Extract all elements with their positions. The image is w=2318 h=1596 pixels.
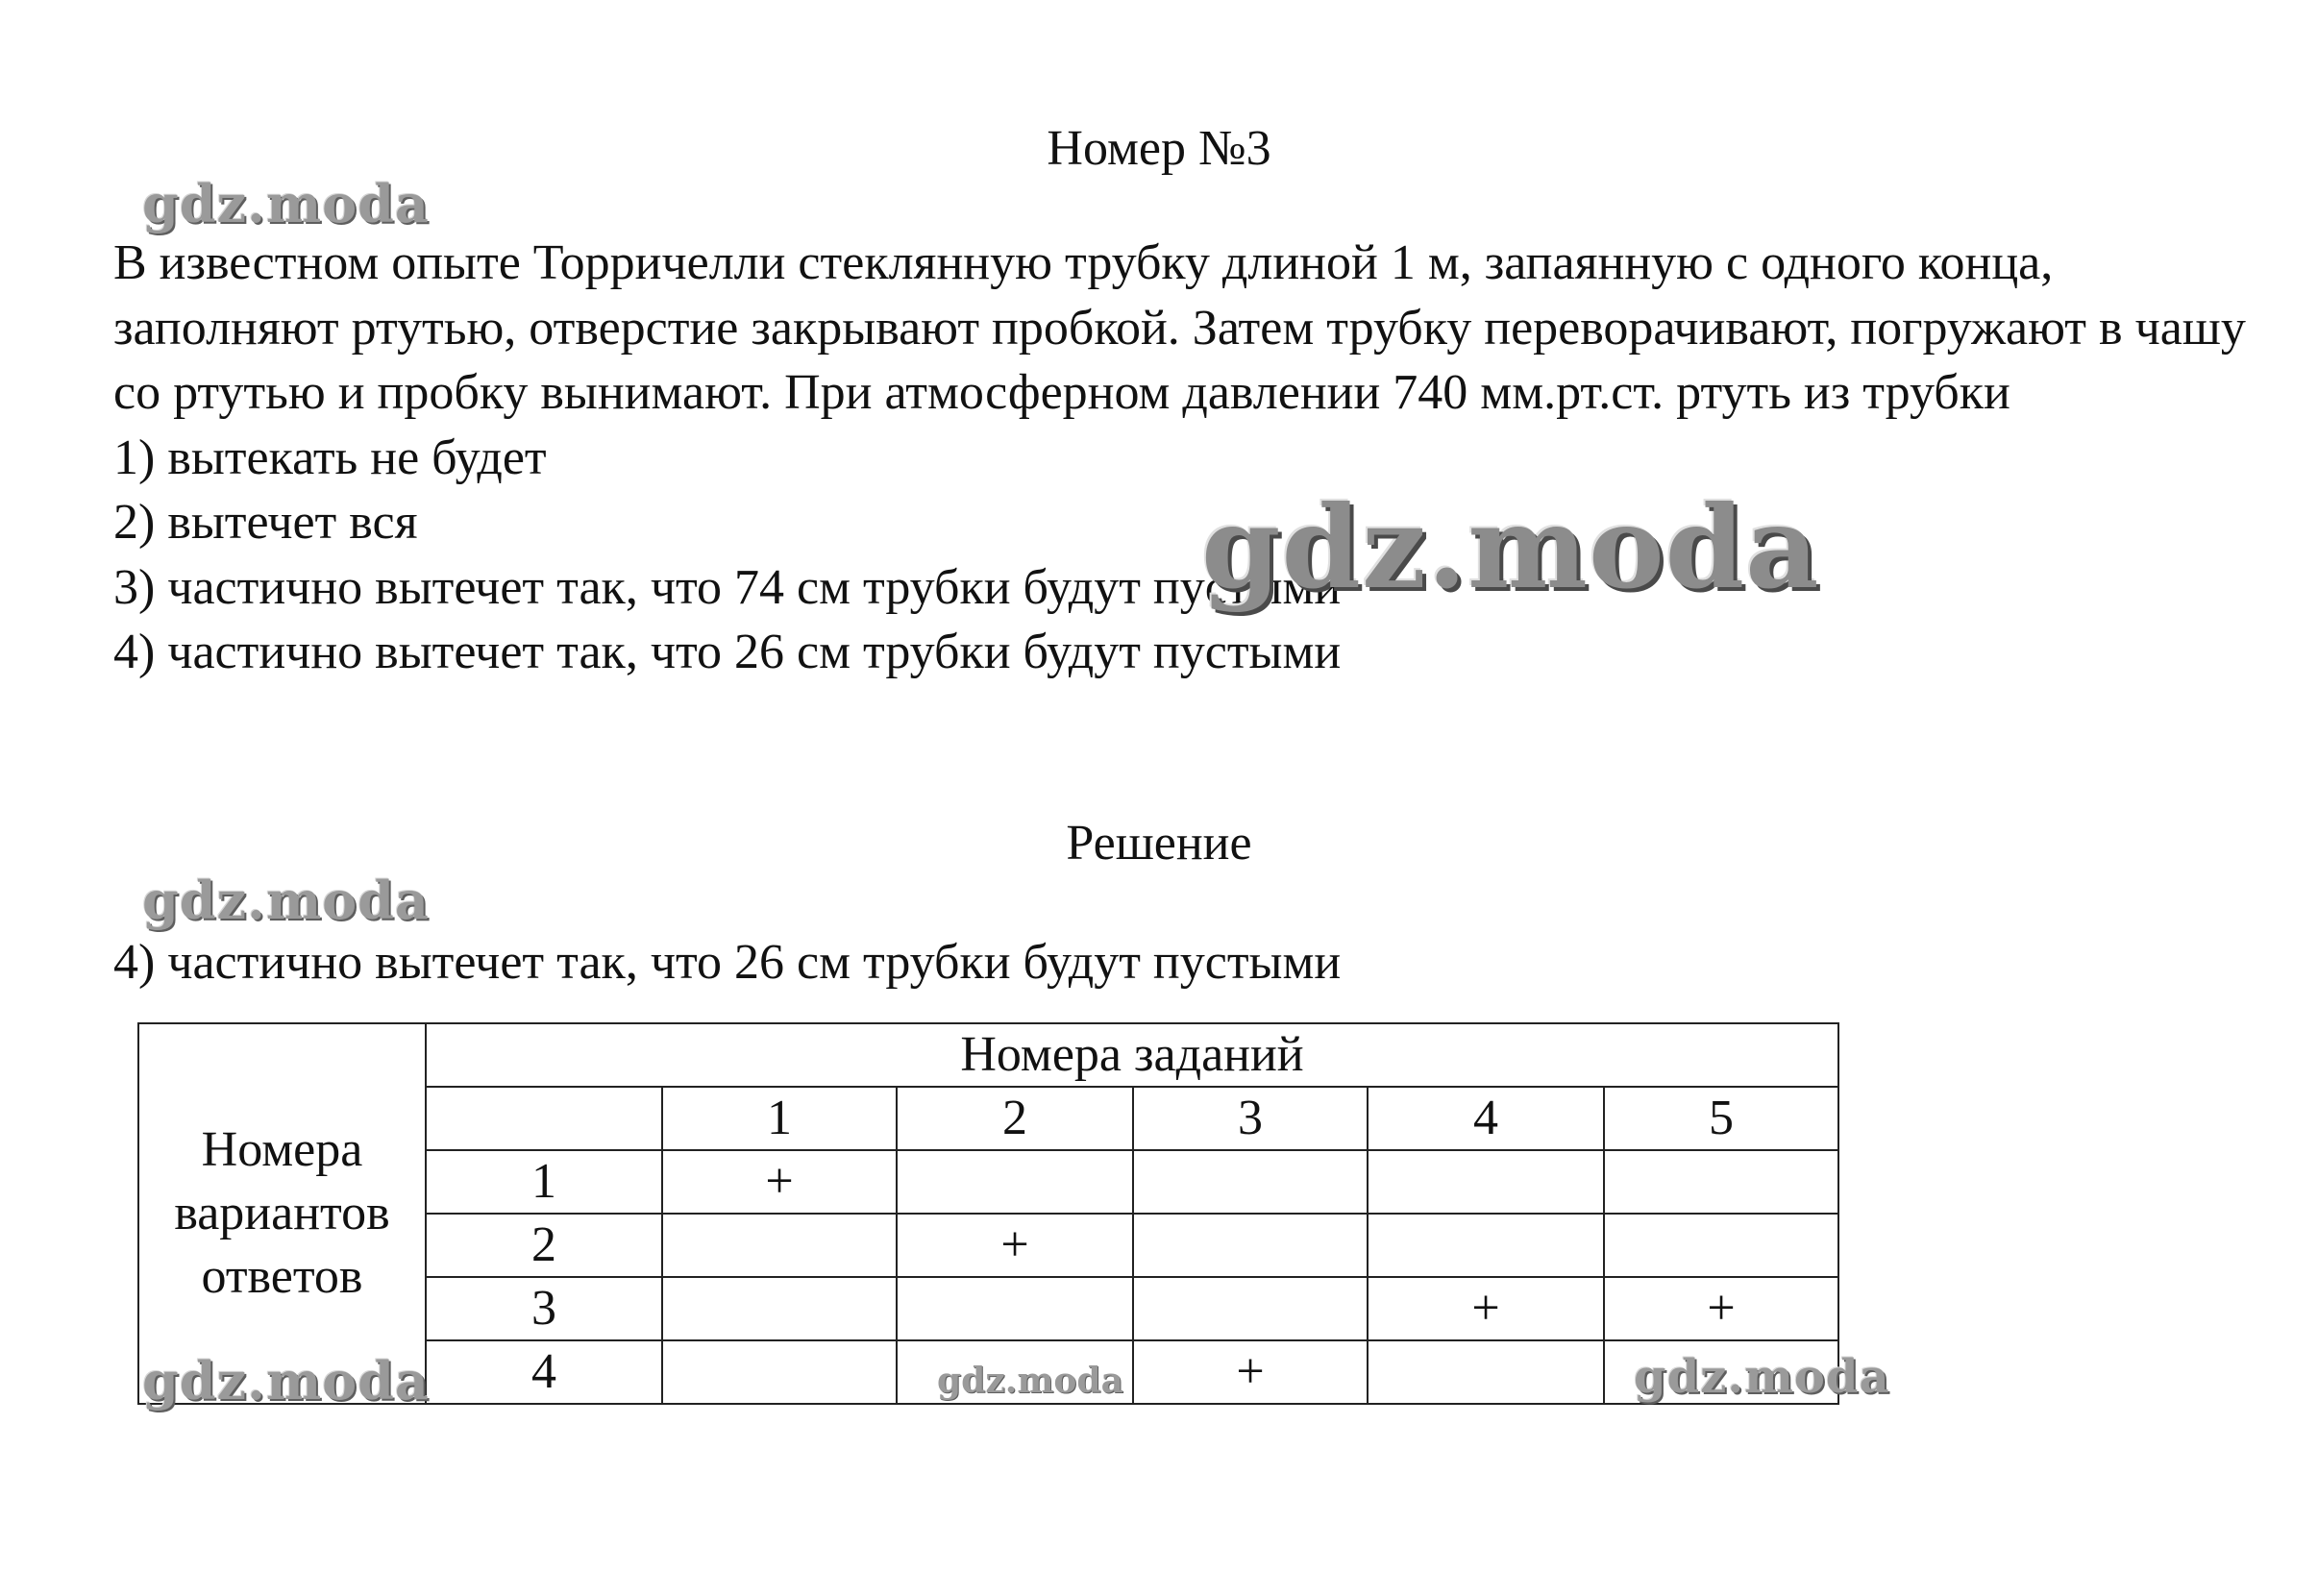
page-title: Номер №3 xyxy=(1047,121,1271,176)
variant-number: 2 xyxy=(426,1214,662,1277)
option-3: 3) частично вытечет так, что 74 см трубки будут пустыми xyxy=(113,559,1342,615)
mark-cell xyxy=(662,1340,897,1404)
watermark: gdz.moda xyxy=(142,173,430,234)
task-number: 1 xyxy=(662,1087,897,1150)
watermark-small: gdz.moda xyxy=(937,1361,1123,1401)
mark-cell xyxy=(1604,1214,1838,1277)
mark-cell xyxy=(897,1277,1133,1340)
mark-cell xyxy=(662,1214,897,1277)
variants-header-line-2: вариантов xyxy=(174,1186,390,1240)
problem-text: В известном опыте Торричелли стеклянную трубку длиной 1 м, запаянную с одного конца, заполняют ртутью, отверстие закрывают пробкой. Затем трубку переворачивают, погружают в чашу со ртутью и пробку вынимают. При атмосферном давлении 740 мм.рт.ст. ртуть из трубки xyxy=(113,235,2246,420)
mark-cell xyxy=(1133,1150,1368,1214)
solution-answer: 4) частично вытечет так, что 26 см трубки будут пустыми xyxy=(113,935,1342,990)
variants-header-line-3: ответов xyxy=(201,1249,363,1304)
variant-number: 3 xyxy=(426,1277,662,1340)
solution-heading: Решение xyxy=(1066,816,1252,871)
watermark: gdz.moda xyxy=(142,870,430,931)
watermark-large: gdz.moda xyxy=(1201,480,1820,614)
watermark: gdz.moda xyxy=(1634,1350,1890,1404)
task-number: 2 xyxy=(897,1087,1133,1150)
watermark: gdz.moda xyxy=(142,1350,430,1412)
mark-cell xyxy=(1368,1214,1604,1277)
task-number: 4 xyxy=(1368,1087,1604,1150)
mark-cell xyxy=(662,1277,897,1340)
option-1: 1) вытекать не будет xyxy=(113,430,547,485)
mark-cell xyxy=(897,1150,1133,1214)
mark-cell: + xyxy=(662,1150,897,1214)
option-4: 4) частично вытечет так, что 26 см трубки будут пустыми xyxy=(113,625,1342,679)
problem-block xyxy=(113,231,2247,685)
mark-cell xyxy=(1368,1150,1604,1214)
variant-number: 1 xyxy=(426,1150,662,1214)
task-number: 3 xyxy=(1133,1087,1368,1150)
task-number: 5 xyxy=(1604,1087,1838,1150)
answer-options xyxy=(113,426,2247,685)
mark-cell xyxy=(1368,1340,1604,1404)
variants-header xyxy=(138,1023,426,1404)
corner-cell xyxy=(426,1087,662,1150)
tasks-header: Номера заданий xyxy=(426,1023,1838,1087)
mark-cell: + xyxy=(1604,1277,1838,1340)
answer-table xyxy=(137,1022,1839,1405)
mark-cell xyxy=(1133,1214,1368,1277)
mark-cell: + xyxy=(1368,1277,1604,1340)
mark-cell: + xyxy=(897,1214,1133,1277)
mark-cell xyxy=(1133,1277,1368,1340)
mark-cell: + xyxy=(1133,1340,1368,1404)
mark-cell xyxy=(1604,1150,1838,1214)
variant-number: 4 xyxy=(426,1340,662,1404)
option-2: 2) вытечет вся xyxy=(113,495,418,550)
variants-header-line-1: Номера xyxy=(201,1122,363,1177)
